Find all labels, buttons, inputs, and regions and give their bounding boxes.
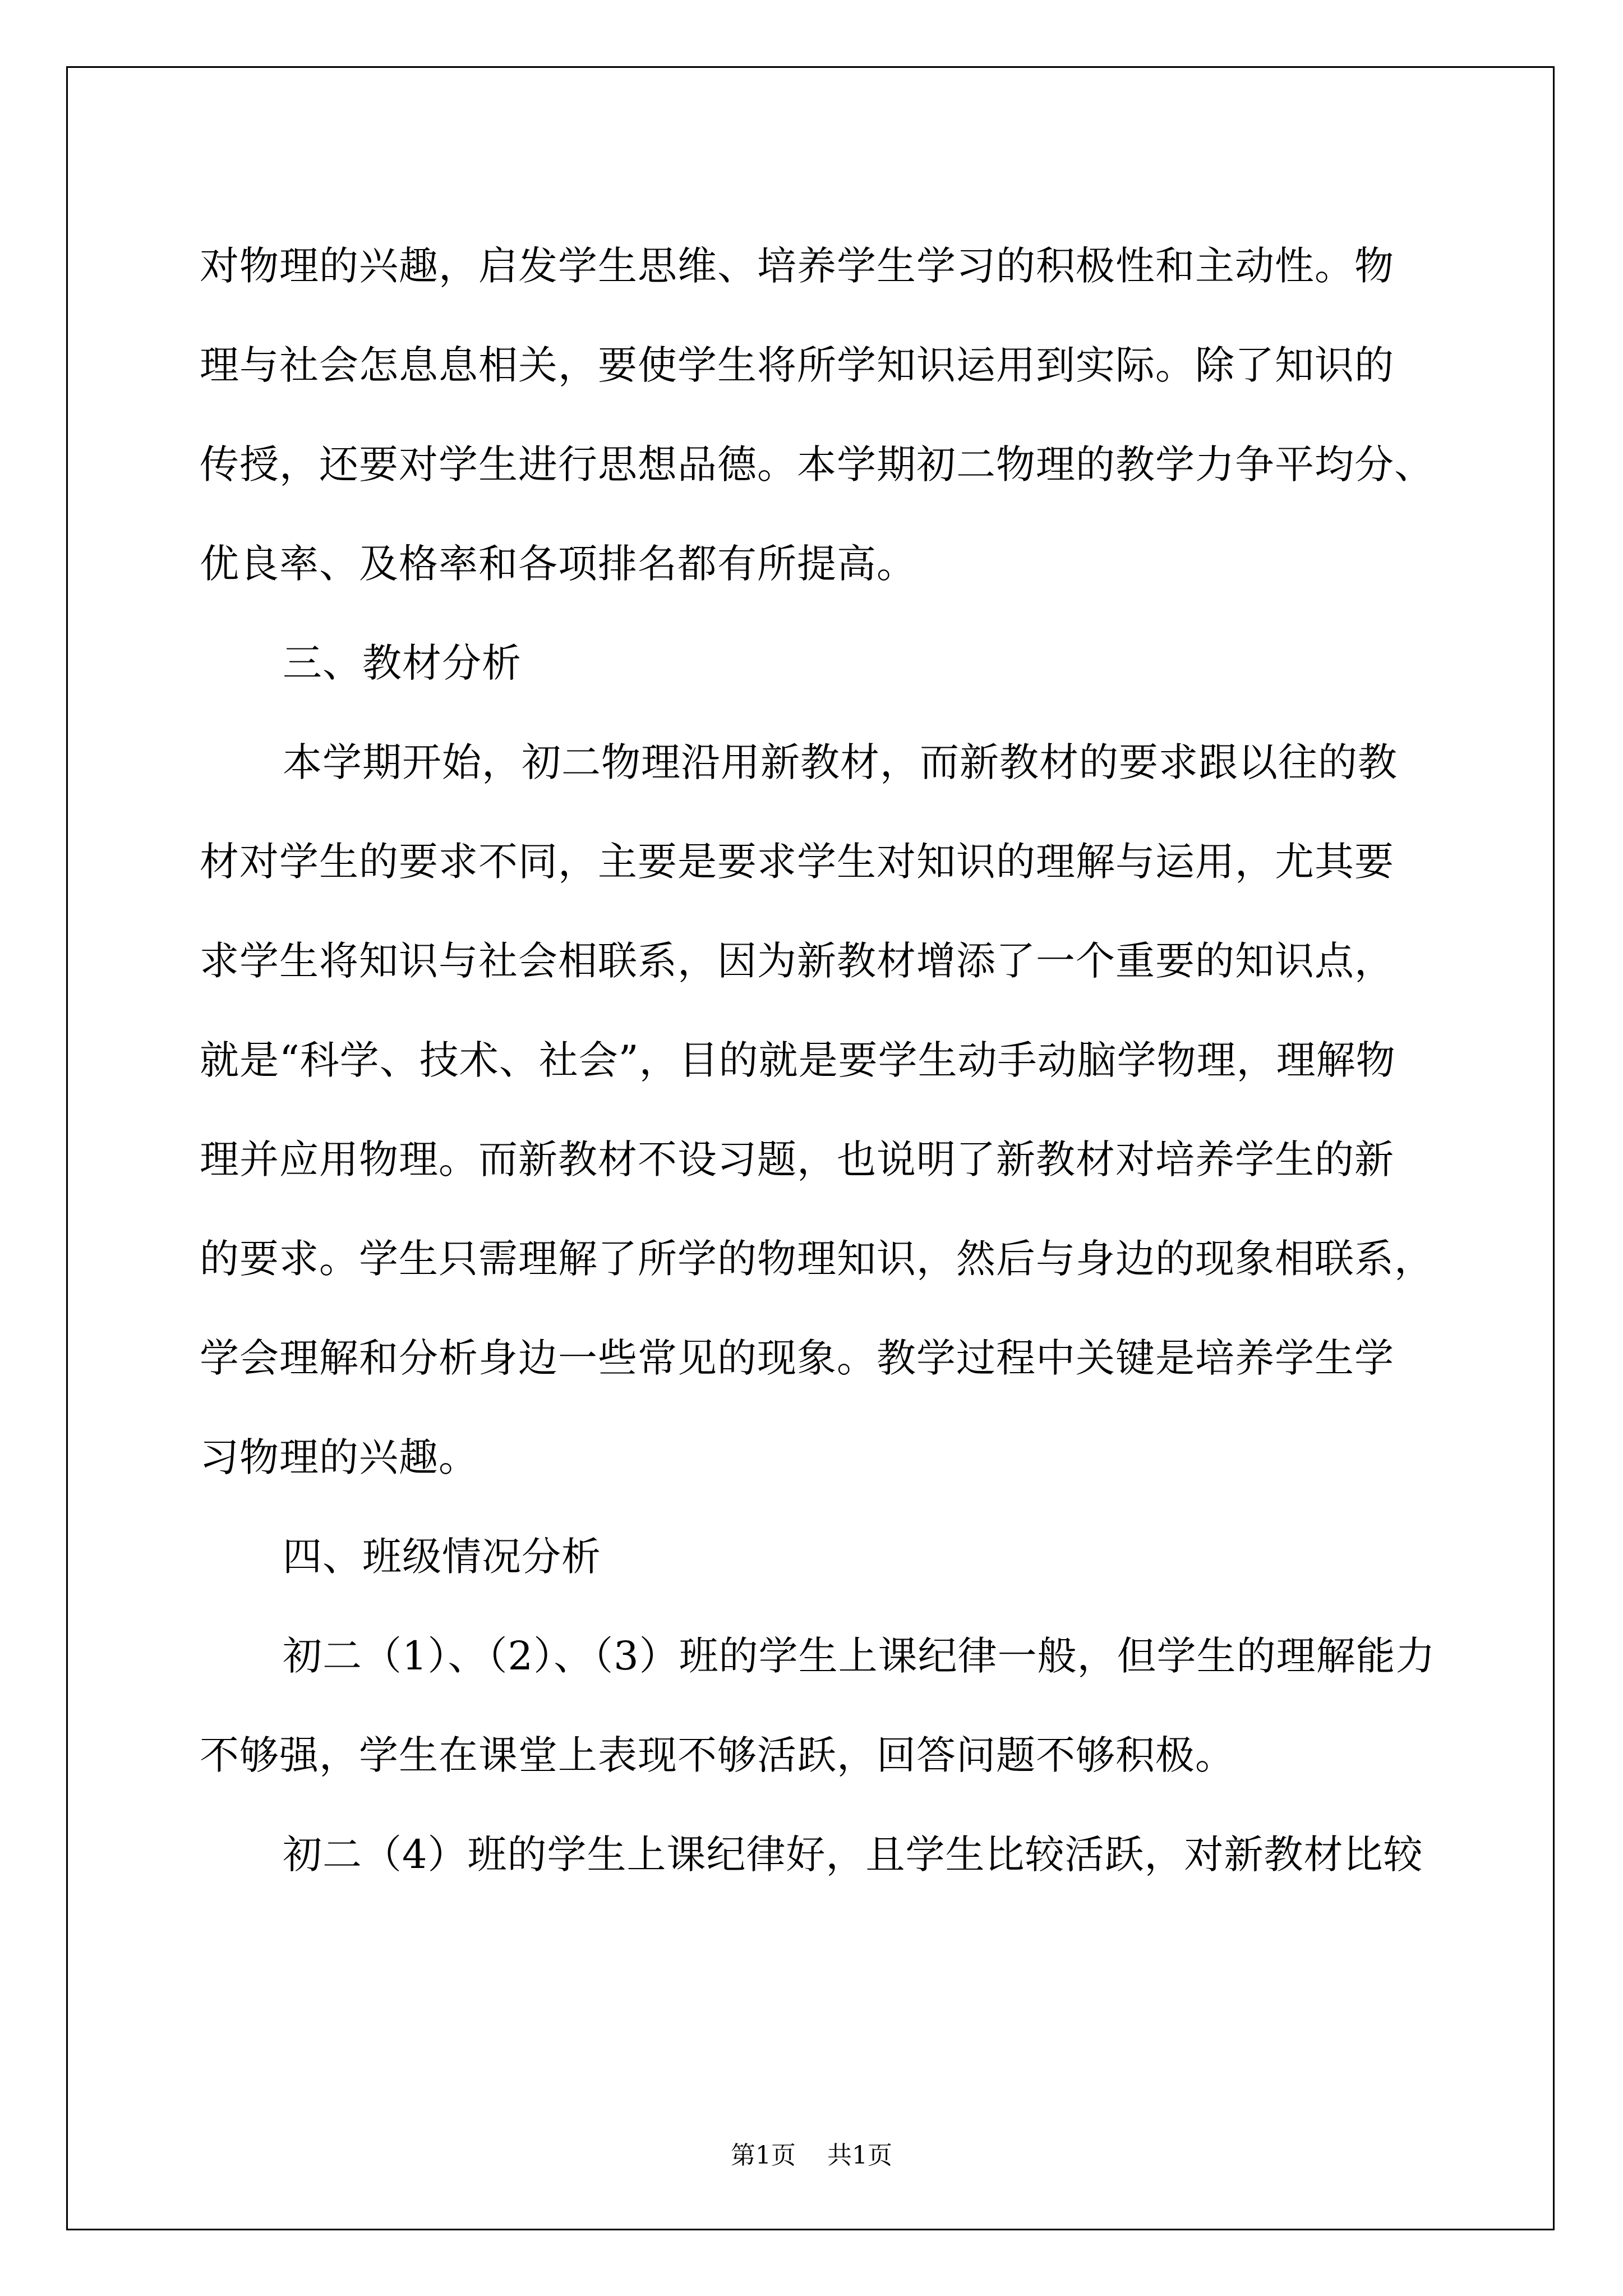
text-line: 理与社会怎息息相关，要使学生将所学知识运用到实际。除了知识的 xyxy=(200,342,1394,388)
text-line: 就是“科学、技术、社会”，目的就是要学生动手动脑学物理，理解物 xyxy=(200,1037,1396,1083)
text-line: 传授，还要对学生进行思想品德。本学期初二物理的教学力争平均分、 xyxy=(200,441,1434,487)
text-line: 初二（1）、（2）、（3）班的学生上课纪律一般，但学生的理解能力 xyxy=(283,1633,1436,1679)
text-line: 初二（4）班的学生上课纪律好，且学生比较活跃，对新教材比较 xyxy=(283,1832,1423,1878)
text-line: 理并应用物理。而新教材不设习题，也说明了新教材对培养学生的新 xyxy=(200,1137,1394,1182)
text-line: 学会理解和分析身边一些常见的现象。教学过程中关键是培养学生学 xyxy=(200,1335,1394,1381)
text-line: 的要求。学生只需理解了所学的物理知识，然后与身边的现象相联系， xyxy=(200,1236,1434,1282)
text-line: 材对学生的要求不同，主要是要求学生对知识的理解与运用，尤其要 xyxy=(200,839,1394,885)
section-heading-class-analysis: 四、班级情况分析 xyxy=(283,1534,601,1580)
text-line: 求学生将知识与社会相联系，因为新教材增添了一个重要的知识点， xyxy=(200,938,1394,984)
text-line: 本学期开始，初二物理沿用新教材，而新教材的要求跟以往的教 xyxy=(283,739,1398,785)
text-line: 习物理的兴趣。 xyxy=(200,1434,478,1480)
text-line: 对物理的兴趣，启发学生思维、培养学生学习的积极性和主动性。物 xyxy=(200,243,1394,289)
section-heading-textbook-analysis: 三、教材分析 xyxy=(283,640,522,686)
text-line: 不够强，学生在课堂上表现不够活跃，回答问题不够积极。 xyxy=(200,1732,1235,1778)
document-body xyxy=(200,213,1436,1901)
text-line: 优良率、及格率和各项排名都有所提高。 xyxy=(200,541,916,587)
page-footer: 第1页 共1页 xyxy=(731,2141,892,2170)
